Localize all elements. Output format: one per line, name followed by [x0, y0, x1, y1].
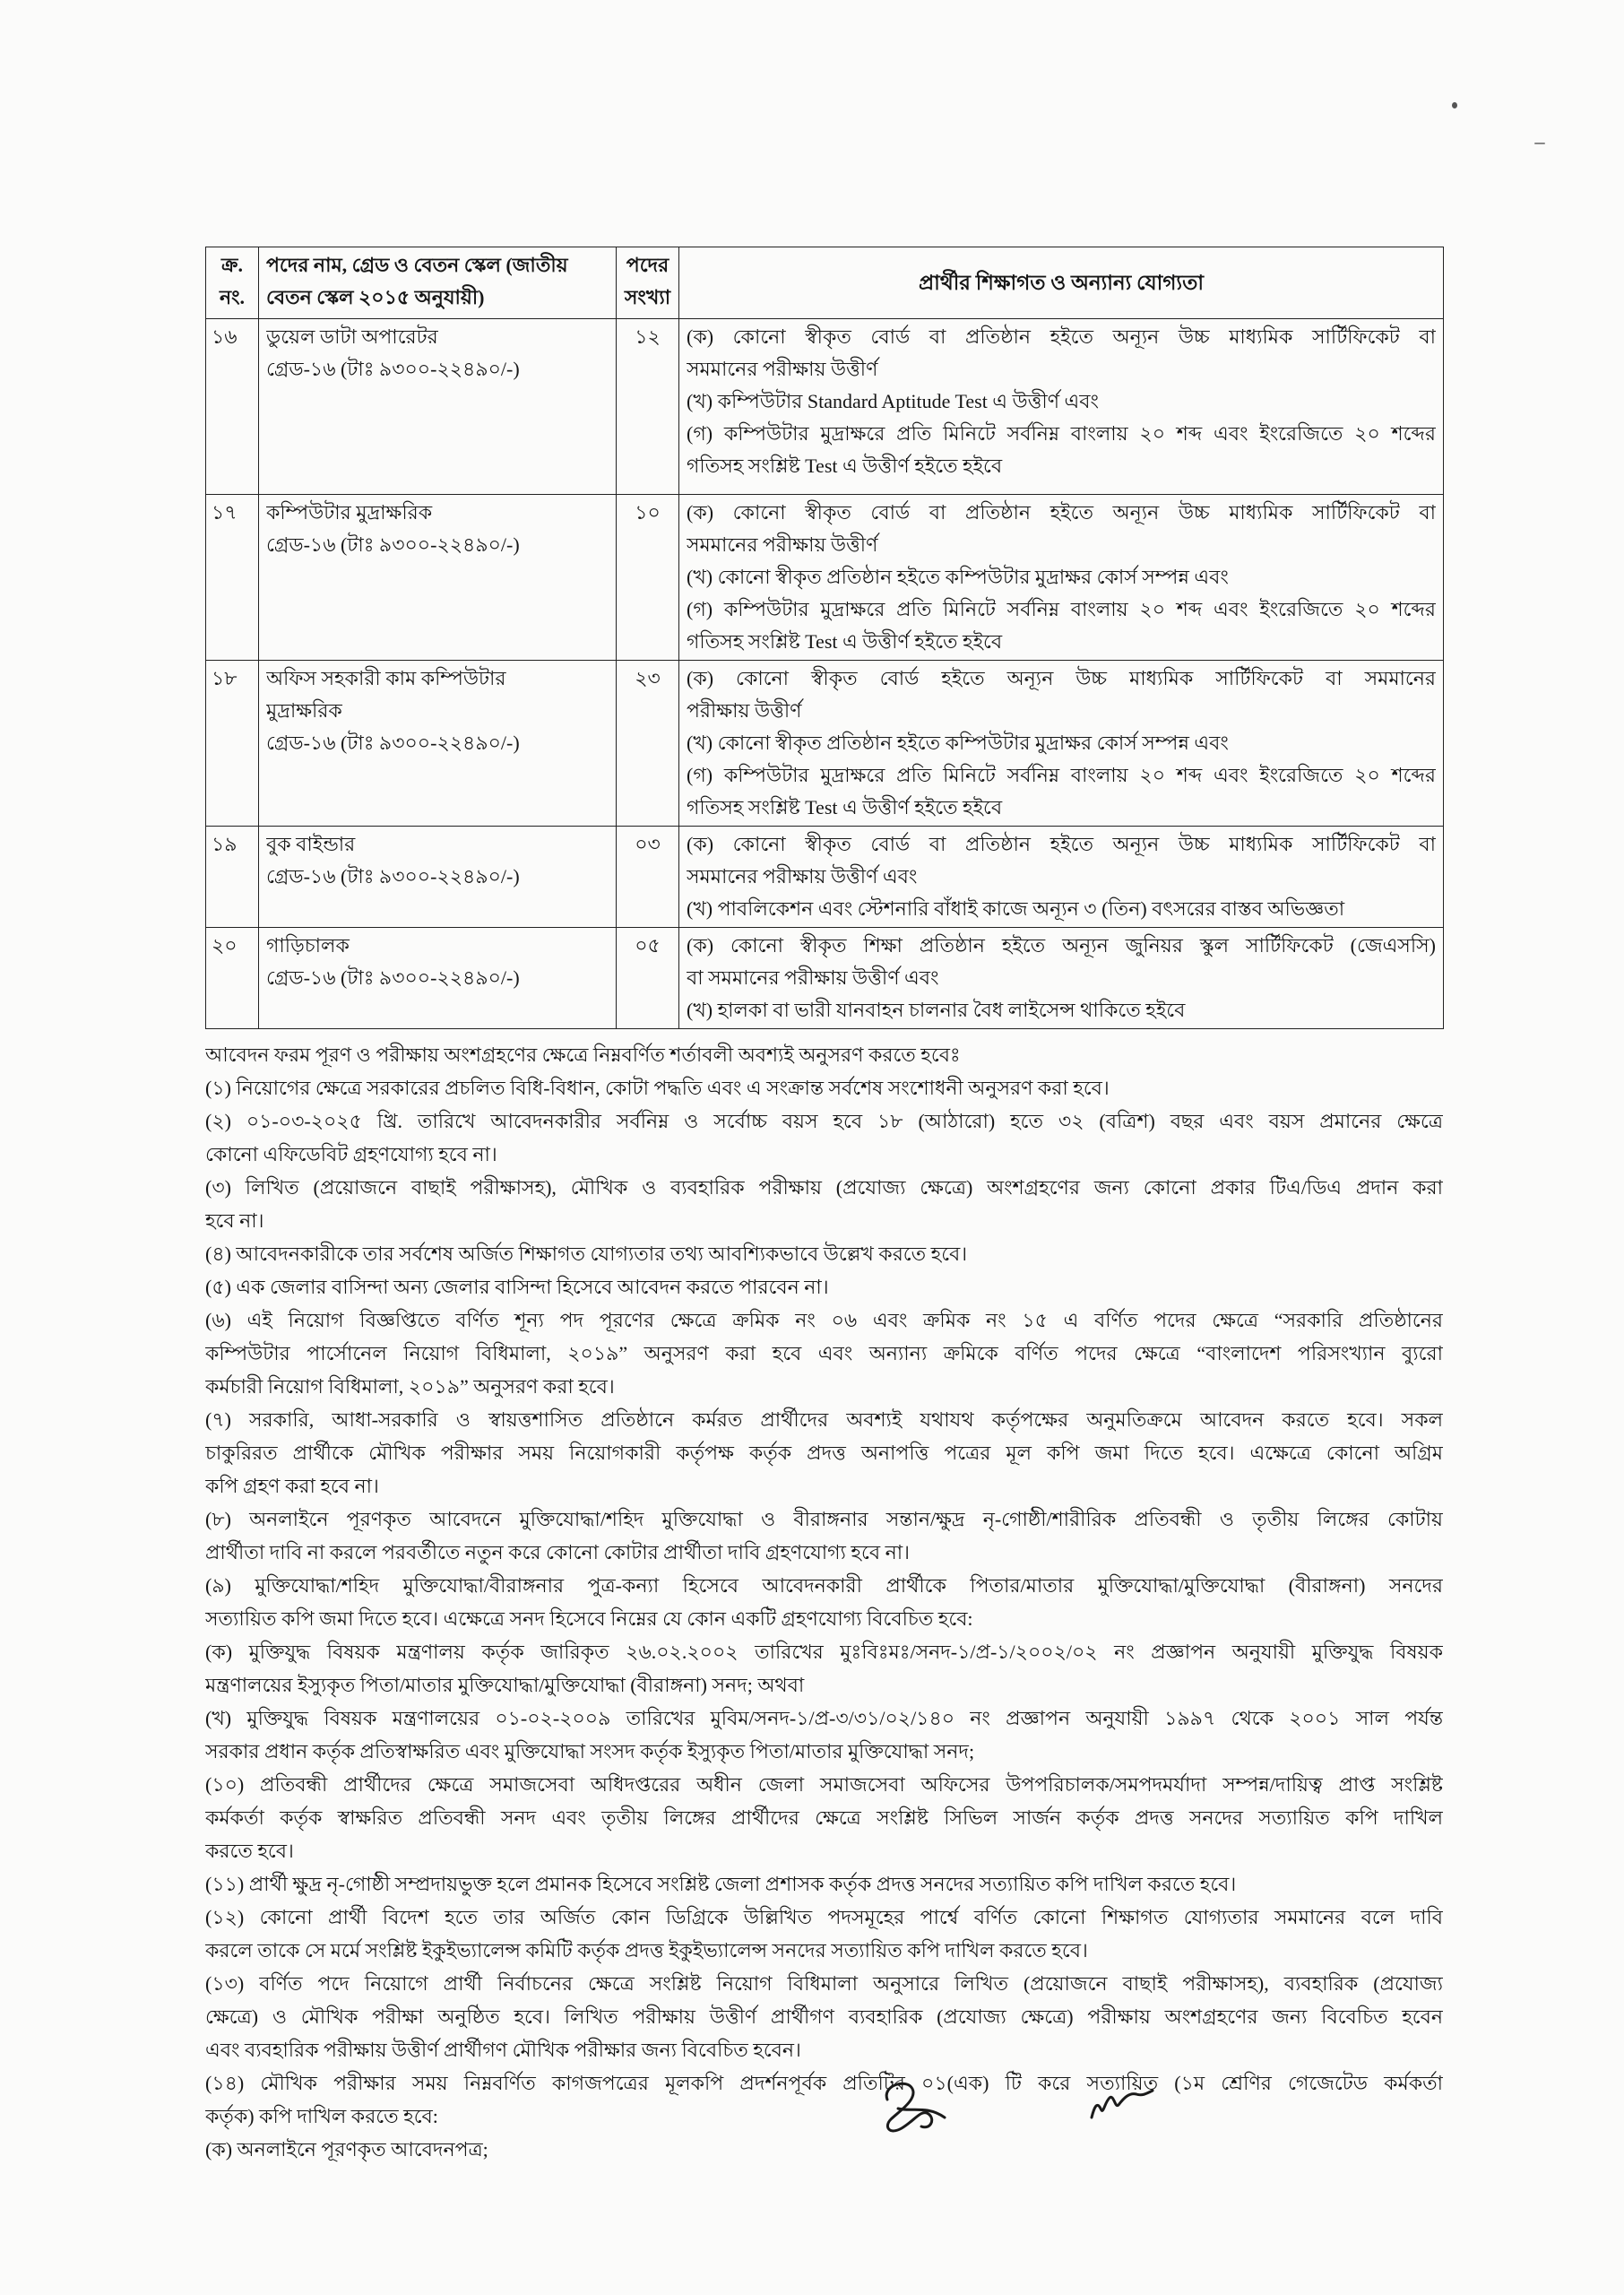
- count-cell: [617, 827, 679, 928]
- condition-line: এবং ব্যবহারিক পরীক্ষায় উত্তীর্ণ প্রার্থীগণ মৌখিক পরীক্ষার জন্য বিবেচিত হবেন।: [205, 2039, 801, 2061]
- qualification-cell: [679, 495, 1444, 661]
- table-header-row: [206, 247, 1444, 319]
- header-post-line: বেতন স্কেল ২০১৫ অনুযায়ী): [266, 286, 485, 308]
- post-count: ০৫: [635, 934, 661, 957]
- condition-subitem: [205, 1702, 1443, 1768]
- qualification-line: (গ) কম্পিউটার মুদ্রাক্ষরে প্রতি মিনিটে সর্বনিম্ন বাংলায় ২০ শব্দ এবং ইংরেজিতে ২০ শব্দের: [687, 764, 1436, 786]
- qualification-item: [687, 593, 1436, 658]
- qualification-line: গতিসহ সংশ্লিষ্ট Test এ উত্তীর্ণ হইতে হইবে: [687, 630, 1003, 653]
- post-grade: গ্রেড-১৬ (টাঃ ৯৩০০-২২৪৯০/-): [266, 533, 520, 556]
- serial-cell: [206, 495, 259, 661]
- qualification-line: পরীক্ষায় উত্তীর্ণ: [687, 699, 802, 722]
- header-serial: [206, 247, 259, 319]
- qualification-line: (খ) হালকা বা ভারী যানবাহন চালনার বৈধ লাইসেন্স থাকিতে হইবে: [687, 999, 1186, 1021]
- condition-line: (ক) মুক্তিযুদ্ধ বিষয়ক মন্ত্রণালয় কর্তৃক জারিকৃত ২৬.০২.২০০২ তারিখের মুঃবিঃমঃ/সনদ-১/প্র-১/২০০২/০২ নং প্রজ্ঞাপন অনুযায়ী মুক্তিযুদ্ধ বিষয়ক: [205, 1641, 1443, 1663]
- post-name: বুক বাইন্ডার: [266, 833, 356, 855]
- qualification-item: [687, 561, 1436, 593]
- condition-line: (২) ০১-০৩-২০২৫ খ্রি. তারিখে আবেদনকারীর সর্বনিম্ন ও সর্বোচ্চ বয়স হবে ১৮ (আঠারো) হতে ৩২ (বত্রিশ) বছর এবং বয়স প্রমানের ক্ষেত্রে: [205, 1110, 1443, 1132]
- condition-line: কপি গ্রহণ করা হবে না।: [205, 1475, 379, 1497]
- table-row: [206, 928, 1444, 1029]
- post-count: ১০: [635, 501, 661, 524]
- post-cell: [259, 661, 617, 827]
- condition-item: [205, 1071, 1443, 1104]
- condition-item: [205, 1867, 1443, 1901]
- header-post-line: পদের নাম, গ্রেড ও বেতন স্কেল (জাতীয়: [266, 254, 568, 276]
- condition-item: [205, 1901, 1443, 1967]
- count-cell: [617, 661, 679, 827]
- serial-number: ১৭: [212, 501, 238, 524]
- qualification-line: (ক) কোনো স্বীকৃত বোর্ড বা প্রতিষ্ঠান হইতে অন্যূন উচ্চ মাধ্যমিক সার্টিফিকেট বা: [687, 501, 1436, 524]
- qualification-line: গতিসহ সংশ্লিষ্ট Test এ উত্তীর্ণ হইতে হইবে: [687, 455, 1003, 477]
- header-count-line: সংখ্যা: [624, 286, 671, 308]
- post-count: ২৩: [635, 667, 661, 689]
- serial-number: ১৯: [212, 833, 238, 855]
- condition-line: ক্ষেত্রে) ও মৌখিক পরীক্ষা অনুষ্ঠিত হবে। লিখিত পরীক্ষায় উত্তীর্ণ প্রার্থীগণ ব্যবহারিক (প্রযোজ্য ক্ষেত্রে) পরীক্ষায় অংশগ্রহণের জন্য বিবেচিত হবেন: [205, 2005, 1443, 2028]
- post-cell: [259, 928, 617, 1029]
- header-post: [259, 247, 617, 319]
- condition-item: [205, 1237, 1443, 1270]
- signature-1: [871, 2073, 954, 2141]
- qualification-item: [687, 497, 1436, 561]
- qualification-item: [687, 321, 1436, 385]
- count-cell: [617, 495, 679, 661]
- qualification-item: [687, 727, 1436, 759]
- post-name: ডুয়েল ডাটা অপারেটর: [266, 325, 438, 348]
- condition-item: [205, 1569, 1443, 1635]
- header-qualification: [679, 247, 1444, 319]
- qualification-item: [687, 663, 1436, 727]
- post-count: ০৩: [635, 833, 661, 855]
- condition-line: মন্ত্রণালয়ের ইস্যুকৃত পিতা/মাতার মুক্তিযোদ্ধা/মুক্তিযোদ্ধা (বীরাঙ্গনা) সনদ; অথবা: [205, 1674, 805, 1696]
- condition-line: সত্যায়িত কপি জমা দিতে হবে। এক্ষেত্রে সনদ হিসেবে নিম্নের যে কোন একটি গ্রহণযোগ্য বিবেচিত হবে:: [205, 1607, 973, 1630]
- count-cell: [617, 319, 679, 495]
- condition-item: [205, 1270, 1443, 1303]
- condition-line: (১১) প্রার্থী ক্ষুদ্র নৃ-গোষ্ঠী সম্প্রদায়ভুক্ত হলে প্রমানক হিসেবে সংশ্লিষ্ট জেলা প্রশাসক কর্তৃক প্রদত্ত সনদের সত্যায়িত কপি দাখিল করতে হবে।: [205, 1873, 1237, 1895]
- condition-line: চাকুরিরত প্রার্থীকে মৌখিক পরীক্ষার সময় নিয়োগকারী কর্তৃপক্ষ কর্তৃক প্রদত্ত অনাপত্তি পত্রের মূল কপি জমা দিতে হবে। এক্ষেত্রে কোনো অগ্রিম: [205, 1442, 1443, 1464]
- qualification-line: সমমানের পরীক্ষায় উত্তীর্ণ: [687, 358, 878, 380]
- condition-line: কর্তৃক) কপি দাখিল করতে হবে:: [205, 2105, 438, 2127]
- condition-line: (১২) কোনো প্রার্থী বিদেশ হতে তার অর্জিত কোন ডিগ্রিকে উল্লিখিত পদসমূহের পার্শ্বে বর্ণিত কোনো শিক্ষাগত যোগ্যতার সমমানের বলে দাবি: [205, 1906, 1443, 1928]
- post-grade: গ্রেড-১৬ (টাঃ ৯৩০০-২২৪৯০/-): [266, 966, 520, 989]
- condition-line: (ক) অনলাইনে পূরণকৃত আবেদনপত্র;: [205, 2138, 488, 2161]
- condition-line: প্রার্থীতা দাবি না করলে পরবর্তীতে নতুন করে কোনো কোটার প্রার্থীতা দাবি গ্রহণযোগ্য হবে না।: [205, 1541, 910, 1563]
- condition-line: (১৩) বর্ণিত পদে নিয়োগে প্রার্থী নির্বাচনের ক্ষেত্রে সংশ্লিষ্ট নিয়োগ বিধিমালা অনুসারে লিখিত (প্রয়োজনে বাছাই পরীক্ষাসহ), ব্যবহারিক (প্রযোজ্য: [205, 1972, 1443, 1995]
- condition-line: (১০) প্রতিবন্ধী প্রার্থীদের ক্ষেত্রে সমাজসেবা অধিদপ্তরের অধীন জেলা সমাজসেবা অফিসের উপপরিচালক/সমপদমর্যাদা সম্পন্ন/দায়িত্ব প্রাপ্ত সংশ্লিষ্ট: [205, 1773, 1443, 1796]
- qualification-line: (গ) কম্পিউটার মুদ্রাক্ষরে প্রতি মিনিটে সর্বনিম্ন বাংলায় ২০ শব্দ এবং ইংরেজিতে ২০ শব্দের: [687, 422, 1436, 445]
- post-name: গাড়িচালক: [266, 934, 350, 957]
- qualification-line: (ক) কোনো স্বীকৃত বোর্ড হইতে অন্যূন উচ্চ মাধ্যমিক সার্টিফিকেট বা সমমানের: [687, 667, 1436, 689]
- header-serial-line: ক্র.: [221, 254, 243, 276]
- post-grade: গ্রেড-১৬ (টাঃ ৯৩০০-২২৪৯০/-): [266, 358, 520, 380]
- condition-line: (১) নিয়োগের ক্ষেত্রে সরকারের প্রচলিত বিধি-বিধান, কোটা পদ্ধতি এবং এ সংক্রান্ত সর্বশেষ সংশোধনী অনুসরণ করা হবে।: [205, 1077, 1110, 1099]
- qualification-line: (ক) কোনো স্বীকৃত বোর্ড বা প্রতিষ্ঠান হইতে অন্যূন উচ্চ মাধ্যমিক সার্টিফিকেট বা: [687, 833, 1436, 855]
- serial-cell: [206, 928, 259, 1029]
- qualification-item: [687, 418, 1436, 482]
- table-row: [206, 661, 1444, 827]
- qualification-line: (ক) কোনো স্বীকৃত শিক্ষা প্রতিষ্ঠান হইতে অন্যূন জুনিয়র স্কুল সার্টিফিকেট (জেএসসি): [687, 934, 1436, 957]
- qualification-item: [687, 828, 1436, 893]
- post-name: অফিস সহকারী কাম কম্পিউটার: [266, 667, 506, 689]
- condition-line: করতে হবে।: [205, 1840, 294, 1862]
- qualification-line: (খ) কম্পিউটার Standard Aptitude Test এ উত্তীর্ণ এবং: [687, 390, 1099, 412]
- qualification-line: (খ) কোনো স্বীকৃত প্রতিষ্ঠান হইতে কম্পিউটার মুদ্রাক্ষর কোর্স সম্পন্ন এবং: [687, 732, 1229, 754]
- serial-number: ১৬: [212, 325, 238, 348]
- condition-line: (৪) আবেদনকারীকে তার সর্বশেষ অর্জিত শিক্ষাগত যোগ্যতার তথ্য আবশ্যিকভাবে উল্লেখ করতে হবে।: [205, 1243, 968, 1265]
- condition-line: কর্মচারী নিয়োগ বিধিমালা, ২০১৯” অনুসরণ করা হবে।: [205, 1375, 615, 1398]
- serial-number: ১৮: [212, 667, 238, 689]
- condition-line: (৯) মুক্তিযোদ্ধা/শহিদ মুক্তিযোদ্ধা/বীরাঙ্গনার পুত্র-কন্যা হিসেবে আবেদনকারী প্রার্থীকে পিতার/মাতার মুক্তিযোদ্ধা/মুক্তিযোদ্ধা (বীরাঙ্গনা) সনদের: [205, 1574, 1443, 1597]
- qualification-line: (খ) পাবলিকেশন এবং স্টেশনারি বাঁধাই কাজে অন্যূন ৩ (তিন) বৎসরের বাস্তব অভিজ্ঞতা: [687, 897, 1345, 920]
- header-count: [617, 247, 679, 319]
- condition-line: (১৪) মৌখিক পরীক্ষার সময় নিম্নবর্ণিত কাগজপত্রের মূলকপি প্রদর্শনপূর্বক প্রতিটির ০১(এক) টি করে সত্যায়িত (১ম শ্রেণির গেজেটেড কর্মকর্তা: [205, 2072, 1443, 2094]
- serial-cell: [206, 661, 259, 827]
- qualification-item: [687, 385, 1436, 418]
- post-grade: গ্রেড-১৬ (টাঃ ৯৩০০-২২৪৯০/-): [266, 865, 520, 888]
- post-cell: [259, 495, 617, 661]
- condition-item: [205, 1303, 1443, 1403]
- condition-item: [205, 1503, 1443, 1569]
- post-name: মুদ্রাক্ষরিক: [266, 699, 342, 722]
- condition-line: (খ) মুক্তিযুদ্ধ বিষয়ক মন্ত্রণালয়ের ০১-০২-২০০৯ তারিখের মুবিম/সনদ-১/প্র-৩/৩১/০২/১৪০ নং প্রজ্ঞাপন অনুযায়ী ১৯৯৭ থেকে ২০০১ সাল পর্যন্ত: [205, 1707, 1443, 1729]
- conditions-intro: আবেদন ফরম পূরণ ও পরীক্ষায় অংশগ্রহণের ক্ষেত্রে নিম্নবর্ণিত শর্তাবলী অবশ্যই অনুসরণ করতে হবেঃ: [205, 1044, 961, 1066]
- qualification-line: গতিসহ সংশ্লিষ্ট Test এ উত্তীর্ণ হইতে হইবে: [687, 796, 1003, 818]
- serial-number: ২০: [212, 934, 238, 957]
- qualification-item: [687, 994, 1436, 1026]
- scan-speck: [1534, 143, 1545, 144]
- table-row: [206, 319, 1444, 495]
- qualification-line: বা সমমানের পরীক্ষায় উত্তীর্ণ এবং: [687, 966, 939, 989]
- header-serial-line: নং.: [219, 286, 246, 308]
- table-row: [206, 495, 1444, 661]
- condition-item: [205, 1104, 1443, 1171]
- qualification-item: [687, 893, 1436, 925]
- post-count: ১২: [635, 325, 661, 348]
- condition-line: কম্পিউটার পার্সোনেল নিয়োগ বিধিমালা, ২০১৯” অনুসরণ করা হবে এবং অন্যান্য ক্রমিকে বর্ণিত পদের ক্ষেত্রে “বাংলাদেশ পরিসংখ্যান ব্যুরো: [205, 1342, 1443, 1364]
- condition-line: (৫) এক জেলার বাসিন্দা অন্য জেলার বাসিন্দা হিসেবে আবেদন করতে পারবেন না।: [205, 1276, 829, 1298]
- condition-line: (৬) এই নিয়োগ বিজ্ঞপ্তিতে বর্ণিত শূন্য পদ পূরণের ক্ষেত্রে ক্রমিক নং ০৬ এবং ক্রমিক নং ১৫ এ বর্ণিত পদের ক্ষেত্রে “সরকারি প্রতিষ্ঠানের: [205, 1309, 1443, 1331]
- qualification-line: (গ) কম্পিউটার মুদ্রাক্ষরে প্রতি মিনিটে সর্বনিম্ন বাংলায় ২০ শব্দ এবং ইংরেজিতে ২০ শব্দের: [687, 598, 1436, 620]
- count-cell: [617, 928, 679, 1029]
- condition-item: [205, 2066, 1443, 2133]
- qualification-line: (খ) কোনো স্বীকৃত প্রতিষ্ঠান হইতে কম্পিউটার মুদ্রাক্ষর কোর্স সম্পন্ন এবং: [687, 566, 1229, 588]
- condition-subitem: [205, 1635, 1443, 1702]
- condition-item: [205, 1171, 1443, 1237]
- qualification-cell: [679, 928, 1444, 1029]
- posts-table: [205, 247, 1444, 1029]
- condition-line: কর্মকর্তা কর্তৃক স্বাক্ষরিত প্রতিবন্ধী সনদ এবং তৃতীয় লিঙ্গের প্রার্থীদের ক্ষেত্রে সংশ্লিষ্ট সিভিল সার্জন কর্তৃক প্রদত্ত সনদের সত্যায়িত কপি দাখিল: [205, 1806, 1443, 1829]
- condition-line: (৭) সরকারি, আধা-সরকারি ও স্বায়ত্তশাসিত প্রতিষ্ঠানে কর্মরত প্রার্থীদের অবশ্যই যথাযথ কর্তৃপক্ষের অনুমতিক্রমে আবেদন করতে হবে। সকল: [205, 1408, 1443, 1431]
- qualification-line: (ক) কোনো স্বীকৃত বোর্ড বা প্রতিষ্ঠান হইতে অন্যূন উচ্চ মাধ্যমিক সার্টিফিকেট বা: [687, 325, 1436, 348]
- serial-cell: [206, 319, 259, 495]
- condition-line: (৮) অনলাইনে পূরণকৃত আবেদনে মুক্তিযোদ্ধা/শহিদ মুক্তিযোদ্ধা ও বীরাঙ্গনার সন্তান/ক্ষুদ্র নৃ-গোষ্ঠী/শারীরিক প্রতিবন্ধী ও তৃতীয় লিঙ্গের কোটায়: [205, 1508, 1443, 1530]
- serial-cell: [206, 827, 259, 928]
- condition-line: করলে তাকে সে মর্মে সংশ্লিষ্ট ইকুইভ্যালেন্স কমিটি কর্তৃক প্রদত্ত ইকুইভ্যালেন্স সনদের সত্যায়িত কপি দাখিল করতে হবে।: [205, 1939, 1088, 1962]
- signature-2: [1086, 2082, 1158, 2125]
- qualification-line: সমমানের পরীক্ষায় উত্তীর্ণ: [687, 533, 878, 556]
- document-body: [205, 247, 1443, 2166]
- condition-line: হবে না।: [205, 1209, 264, 1232]
- condition-line: কোনো এফিডেবিট গ্রহণযোগ্য হবে না।: [205, 1143, 497, 1165]
- condition-subitem: [205, 2133, 1443, 2166]
- qualification-cell: [679, 661, 1444, 827]
- qualification-item: [687, 930, 1436, 994]
- condition-item: [205, 1967, 1443, 2066]
- post-grade: গ্রেড-১৬ (টাঃ ৯৩০০-২২৪৯০/-): [266, 732, 520, 754]
- qualification-cell: [679, 319, 1444, 495]
- qualification-line: সমমানের পরীক্ষায় উত্তীর্ণ এবং: [687, 865, 918, 888]
- conditions-section: [205, 1038, 1443, 2166]
- condition-line: সরকার প্রধান কর্তৃক প্রতিস্বাক্ষরিত এবং মুক্তিযোদ্ধা সংসদ কর্তৃক ইস্যুকৃত পিতা/মাতার মুক্তিযোদ্ধা সনদ;: [205, 1740, 975, 1762]
- post-name: কম্পিউটার মুদ্রাক্ষরিক: [266, 501, 433, 524]
- condition-line: (৩) লিখিত (প্রয়োজনে বাছাই পরীক্ষাসহ), মৌখিক ও ব্যবহারিক পরীক্ষায় (প্রযোজ্য ক্ষেত্রে) অংশগ্রহণের জন্য কোনো প্রকার টিএ/ডিএ প্রদান করা: [205, 1176, 1443, 1199]
- scan-speck: [1452, 102, 1457, 108]
- condition-item: [205, 1768, 1443, 1867]
- header-count-line: পদের: [626, 254, 669, 276]
- table-row: [206, 827, 1444, 928]
- condition-item: [205, 1403, 1443, 1503]
- qualification-cell: [679, 827, 1444, 928]
- post-cell: [259, 319, 617, 495]
- header-qualification-text: প্রার্থীর শিক্ষাগত ও অন্যান্য যোগ্যতা: [918, 271, 1205, 294]
- post-cell: [259, 827, 617, 928]
- qualification-item: [687, 759, 1436, 824]
